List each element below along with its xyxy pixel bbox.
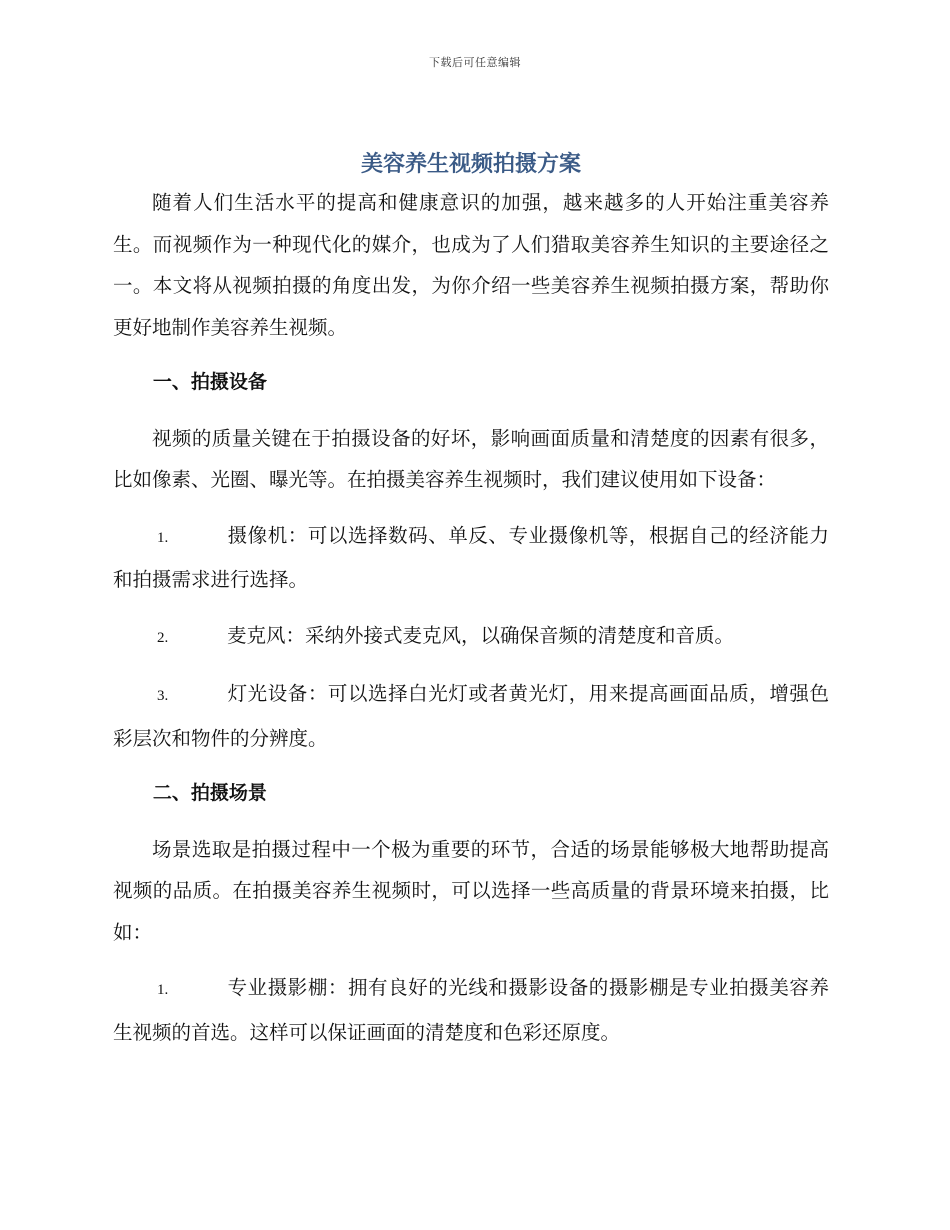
list-number: 3. bbox=[157, 688, 169, 704]
intro-paragraph: 随着人们生活水平的提高和健康意识的加强，越来越多的人开始注重美容养生。而视频作为一种现代化的媒介，也成为了人们猎取美容养生知识的主要途径之一。本文将从视频拍摄的角度出发，为你介绍一些美容养生视频拍摄方案，帮助你更好地制作美容养生视频。 bbox=[113, 191, 829, 339]
list-item bbox=[113, 615, 829, 660]
document-title: 美容养生视频拍摄方案 bbox=[360, 152, 581, 177]
list-item bbox=[113, 967, 829, 1053]
document-body bbox=[113, 148, 829, 1053]
list-item-text: 灯光设备：可以选择白光灯或者黄光灯，用来提高画面品质，增强色彩层次和物件的分辨度。 bbox=[113, 682, 829, 750]
list-number: 2. bbox=[157, 629, 169, 646]
list-item-text: 摄像机：可以选择数码、单反、专业摄像机等，根据自己的经济能力和拍摄需求进行选择。 bbox=[113, 523, 829, 591]
list-item bbox=[113, 515, 829, 601]
list-number: 1. bbox=[157, 529, 169, 546]
equipment-paragraph: 视频的质量关键在于拍摄设备的好坏，影响画面质量和清楚度的因素有很多，比如像素、光圈、曝光等。在拍摄美容养生视频时，我们建议使用如下设备： bbox=[113, 426, 829, 491]
list-item bbox=[113, 673, 829, 759]
section-heading-scene: 二、拍摄场景 bbox=[152, 782, 267, 804]
scene-paragraph: 场景选取是拍摄过程中一个极为重要的环节，合适的场景能够极大地帮助提高视频的品质。在拍摄美容养生视频时，可以选择一些高质量的背景环境来拍摄，比如： bbox=[113, 837, 829, 944]
list-item-text: 专业摄影棚：拥有良好的光线和摄影设备的摄影棚是专业拍摄美容养生视频的首选。这样可以保证画面的清楚度和色彩还原度。 bbox=[113, 976, 829, 1044]
list-item-text: 麦克风：采纳外接式麦克风，以确保音频的清楚度和音质。 bbox=[227, 623, 735, 647]
header-note: 下载后可任意编辑 bbox=[429, 56, 521, 69]
list-number: 1. bbox=[157, 982, 169, 998]
section-heading-equipment: 一、拍摄设备 bbox=[152, 371, 267, 393]
